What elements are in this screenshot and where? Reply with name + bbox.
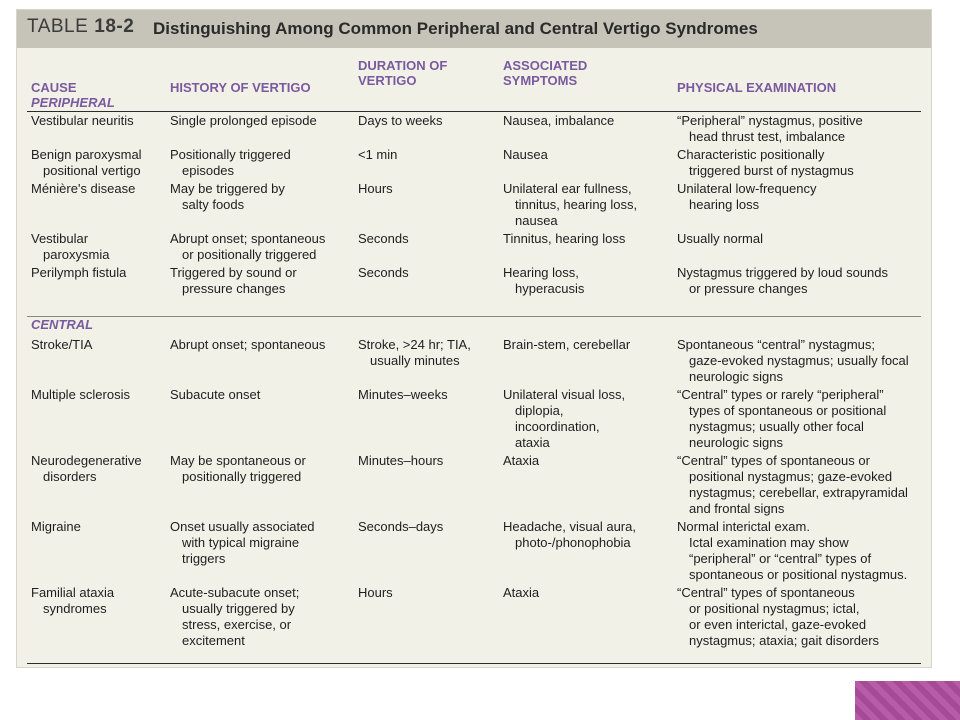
cell-line: ataxia — [515, 435, 550, 450]
cell-line: Triggered by sound or — [170, 265, 297, 280]
cell-line: or even interictal, gaze-evoked — [689, 617, 867, 632]
cell-line: Tinnitus, hearing loss — [503, 231, 626, 246]
header-duration — [358, 58, 447, 88]
table-title: Distinguishing Among Common Peripheral and Central Vertigo Syndromes — [153, 19, 758, 38]
cell-line: with typical migraine — [182, 535, 300, 550]
header-exam: PHYSICAL EXAMINATION — [677, 80, 837, 95]
cell-line: Onset usually associated — [170, 519, 315, 534]
table-bottom-rule — [27, 663, 921, 664]
cell-line: triggered burst of nystagmus — [689, 163, 854, 178]
cell-line: neurologic signs — [689, 369, 783, 384]
cell-exam — [677, 231, 763, 247]
cell-line: syndromes — [43, 601, 107, 616]
cell-history — [170, 585, 299, 649]
cell-line: Hours — [358, 585, 393, 600]
cell-cause — [31, 585, 114, 617]
cell-line: Characteristic positionally — [677, 147, 825, 162]
cell-line: Single prolonged episode — [170, 113, 317, 128]
cell-exam — [677, 453, 908, 517]
header-symptoms-line: SYMPTOMS — [503, 73, 578, 88]
cell-exam — [677, 181, 816, 213]
corner-pattern — [855, 681, 960, 720]
cell-line: positional nystagmus; gaze-evoked — [689, 469, 893, 484]
cell-symptoms — [503, 181, 637, 229]
cell-symptoms — [503, 585, 539, 601]
cell-history — [170, 181, 285, 213]
cell-symptoms — [503, 453, 539, 469]
cell-line: Ictal examination may show — [689, 535, 849, 550]
header-duration-line: VERTIGO — [358, 73, 417, 88]
cell-line: Subacute onset — [170, 387, 261, 402]
cell-history — [170, 337, 325, 353]
cell-history — [170, 387, 260, 403]
cell-line: usually triggered by — [182, 601, 295, 616]
table-label — [27, 16, 134, 38]
cell-line: Stroke, >24 hr; TIA, — [358, 337, 471, 352]
cell-exam — [677, 147, 854, 179]
cell-line: Days to weeks — [358, 113, 443, 128]
cell-line: Ataxia — [503, 585, 540, 600]
section-central: CENTRAL — [31, 317, 94, 332]
cell-line: Benign paroxysmal — [31, 147, 142, 162]
cell-line: stress, exercise, or — [182, 617, 292, 632]
cell-line: Minutes–hours — [358, 453, 444, 468]
cell-duration — [358, 147, 397, 163]
cell-line: Unilateral low-frequency — [677, 181, 817, 196]
cell-line: Neurodegenerative — [31, 453, 142, 468]
cell-line: photo-/phonophobia — [515, 535, 631, 550]
cell-duration — [358, 181, 393, 197]
cell-exam — [677, 585, 879, 649]
cell-duration — [358, 231, 409, 247]
cell-line: “Peripheral” nystagmus, positive — [677, 113, 863, 128]
cell-line: Migraine — [31, 519, 81, 534]
cell-line: Seconds — [358, 231, 409, 246]
cell-line: pressure changes — [182, 281, 286, 296]
cell-exam — [677, 519, 907, 583]
header-cause: CAUSE — [31, 80, 77, 95]
cell-line: disorders — [43, 469, 97, 484]
cell-line: Perilymph fistula — [31, 265, 127, 280]
cell-line: or positional nystagmus; ictal, — [689, 601, 860, 616]
cell-line: Abrupt onset; spontaneous — [170, 231, 326, 246]
cell-line: positional vertigo — [43, 163, 141, 178]
cell-line: triggers — [182, 551, 226, 566]
cell-line: Hearing loss, — [503, 265, 579, 280]
cell-cause — [31, 265, 126, 281]
cell-line: Acute-subacute onset; — [170, 585, 300, 600]
cell-history — [170, 519, 315, 567]
cell-line: Vestibular — [31, 231, 89, 246]
cell-duration — [358, 265, 409, 281]
cell-line: nausea — [515, 213, 558, 228]
table-number: 18-2 — [94, 16, 135, 37]
cell-exam — [677, 337, 909, 385]
cell-line: or positionally triggered — [182, 247, 317, 262]
cell-line: tinnitus, hearing loss, — [515, 197, 638, 212]
cell-line: “Central” types of spontaneous — [677, 585, 855, 600]
corner-decoration — [855, 681, 960, 720]
cell-cause — [31, 453, 142, 485]
cell-line: nystagmus; ataxia; gait disorders — [689, 633, 880, 648]
cell-line: Positionally triggered — [170, 147, 291, 162]
cell-exam — [677, 387, 886, 451]
cell-line: Normal interictal exam. — [677, 519, 810, 534]
cell-duration — [358, 113, 443, 129]
cell-line: Familial ataxia — [31, 585, 115, 600]
cell-symptoms — [503, 231, 625, 247]
cell-duration — [358, 387, 448, 403]
cell-duration — [358, 453, 443, 469]
cell-line: Vestibular neuritis — [31, 113, 134, 128]
cell-line: hearing loss — [689, 197, 760, 212]
cell-line: positionally triggered — [182, 469, 302, 484]
cell-symptoms — [503, 265, 584, 297]
cell-line: Stroke/TIA — [31, 337, 93, 352]
cell-cause — [31, 181, 135, 197]
cell-line: Ménière's disease — [31, 181, 136, 196]
table-scan — [17, 10, 931, 667]
cell-cause — [31, 147, 142, 179]
table-label-text: TABLE — [27, 16, 89, 37]
cell-duration — [358, 585, 393, 601]
cell-cause — [31, 519, 81, 535]
cell-line: nystagmus; cerebellar, extrapyramidal — [689, 485, 908, 500]
cell-symptoms — [503, 113, 614, 129]
cell-line: <1 min — [358, 147, 398, 162]
cell-line: Minutes–weeks — [358, 387, 448, 402]
cell-line: “Central” types of spontaneous or — [677, 453, 870, 468]
cell-line: nystagmus; usually other focal — [689, 419, 864, 434]
header-symptoms — [503, 58, 587, 88]
section-divider — [27, 316, 921, 317]
cell-line: Headache, visual aura, — [503, 519, 636, 534]
cell-history — [170, 453, 306, 485]
cell-line: “peripheral” or “central” types of — [689, 551, 872, 566]
cell-line: types of spontaneous or positional — [689, 403, 887, 418]
cell-line: Nausea, imbalance — [503, 113, 615, 128]
cell-line: Nausea — [503, 147, 548, 162]
header-history: HISTORY OF VERTIGO — [170, 80, 311, 95]
cell-line: Spontaneous “central” nystagmus; — [677, 337, 875, 352]
cell-line: spontaneous or positional nystagmus. — [689, 567, 908, 582]
cell-line: usually minutes — [370, 353, 460, 368]
cell-symptoms — [503, 519, 636, 551]
cell-duration — [358, 519, 443, 535]
cell-line: Nystagmus triggered by loud sounds — [677, 265, 889, 280]
cell-line: Brain-stem, cerebellar — [503, 337, 631, 352]
cell-line: salty foods — [182, 197, 245, 212]
cell-symptoms — [503, 387, 625, 451]
cell-symptoms — [503, 337, 630, 353]
cell-line: Usually normal — [677, 231, 763, 246]
cell-line: Seconds–days — [358, 519, 444, 534]
cell-line: incoordination, — [515, 419, 600, 434]
header-duration-line: DURATION OF — [358, 58, 448, 73]
cell-line: head thrust test, imbalance — [689, 129, 846, 144]
cell-line: Seconds — [358, 265, 409, 280]
section-peripheral: PERIPHERAL — [31, 95, 115, 110]
cell-symptoms — [503, 147, 548, 163]
table-title-bar — [17, 10, 931, 48]
cell-line: Abrupt onset; spontaneous — [170, 337, 326, 352]
cell-line: Hours — [358, 181, 393, 196]
cell-line: paroxysmia — [43, 247, 110, 262]
cell-cause — [31, 113, 134, 129]
cell-line: Unilateral ear fullness, — [503, 181, 632, 196]
cell-line: “Central” types or rarely “peripheral” — [677, 387, 884, 402]
cell-history — [170, 147, 291, 179]
header-divider — [27, 111, 921, 112]
cell-line: excitement — [182, 633, 245, 648]
cell-cause — [31, 387, 130, 403]
cell-line: May be spontaneous or — [170, 453, 306, 468]
cell-history — [170, 113, 317, 129]
cell-line: neurologic signs — [689, 435, 783, 450]
cell-line: Multiple sclerosis — [31, 387, 130, 402]
cell-line: or pressure changes — [689, 281, 808, 296]
cell-line: Unilateral visual loss, — [503, 387, 626, 402]
cell-history — [170, 265, 297, 297]
cell-line: diplopia, — [515, 403, 564, 418]
cell-line: Ataxia — [503, 453, 540, 468]
cell-line: episodes — [182, 163, 235, 178]
cell-line: hyperacusis — [515, 281, 585, 296]
cell-cause — [31, 231, 109, 263]
cell-line: gaze-evoked nystagmus; usually focal — [689, 353, 909, 368]
header-symptoms-line: ASSOCIATED — [503, 58, 588, 73]
cell-exam — [677, 265, 888, 297]
cell-line: and frontal signs — [689, 501, 785, 516]
cell-line: May be triggered by — [170, 181, 285, 196]
cell-duration — [358, 337, 471, 369]
cell-exam — [677, 113, 863, 145]
cell-cause — [31, 337, 92, 353]
cell-history — [170, 231, 325, 263]
